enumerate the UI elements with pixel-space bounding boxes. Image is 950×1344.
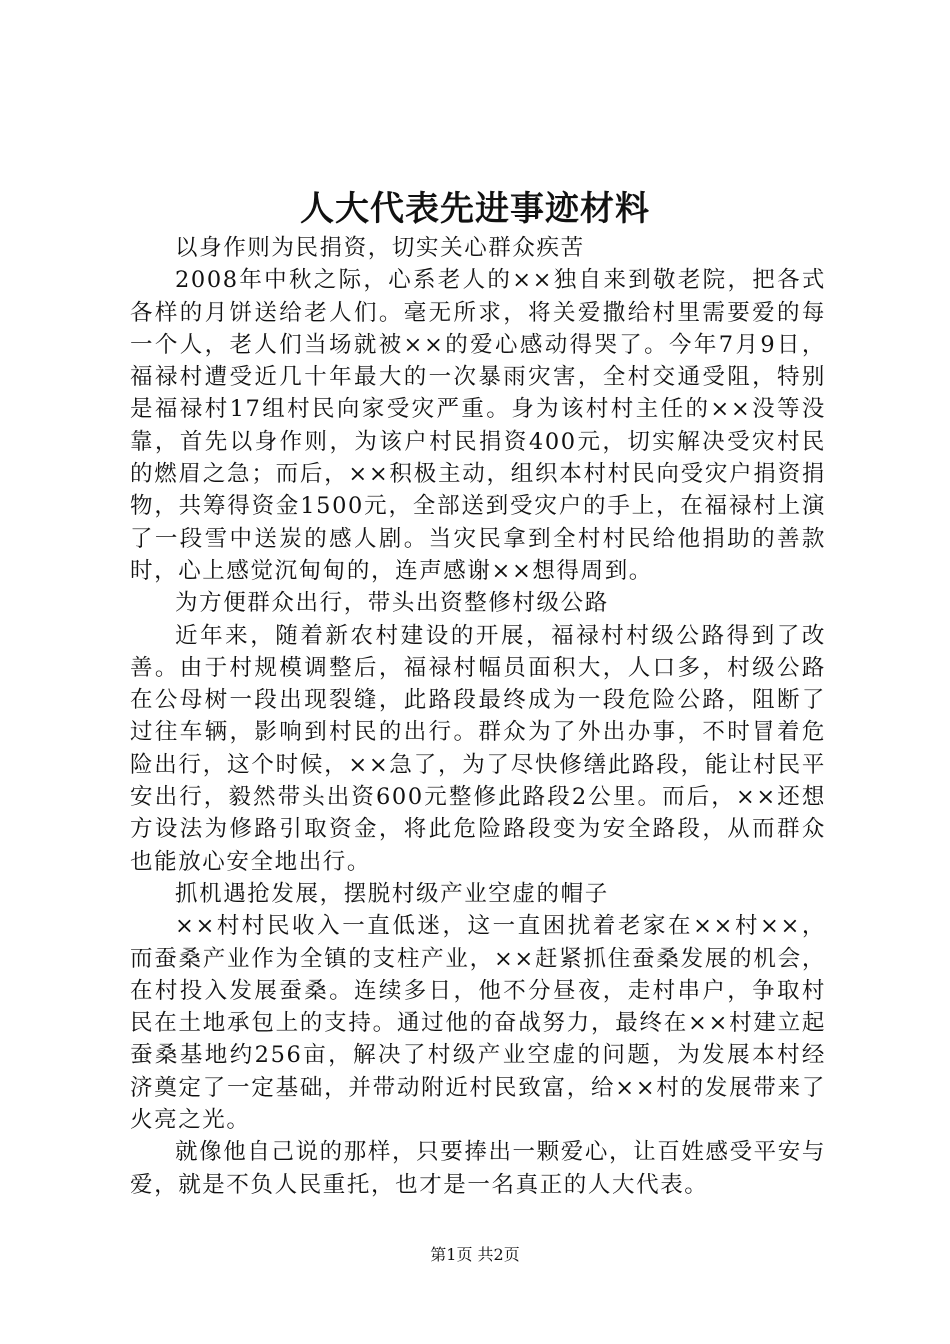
section-heading-industry: 抓机遇抢发展，摆脱村级产业空虚的帽子 bbox=[175, 880, 609, 907]
document-title: 人大代表先进事迹材料 bbox=[300, 189, 650, 229]
paragraph-conclusion: 就像他自己说的那样，只要捧出一颗爱心，让百姓感受平安与爱，就是不负人民重托，也才是一名真正的人大代表。 bbox=[130, 1139, 826, 1198]
page-number: 第1页 共2页 bbox=[430, 1245, 520, 1264]
paragraph-donation: 2008年中秋之际，心系老人的××独自来到敬老院，把各式各样的月饼送给老人们。毫无所求，将关爱撒给村里需要爱的每一个人，老人们当场就被××的爱心感动得哭了。今年7月9日，福禄村遭受近几十年最大的一次暴雨灾害，全村交通受阻，特别是福禄村17组村民向家受灾严重。身为该村村主任的××没等没靠，首先以身作则，为该户村民捐资400元，切实解决受灾村民的燃眉之急；而后，××积极主动，组织本村村民向受灾户捐资捐物，共筹得资金1500元，全部送到受灾户的手上，在福禄村上演了一段雪中送炭的感人剧。当灾民拿到全村村民给他捐助的善款时，心上感觉沉甸甸的，连声感谢××想得周到。 bbox=[130, 267, 826, 584]
paragraph-road: 近年来，随着新农村建设的开展，福禄村村级公路得到了改善。由于村规模调整后，福禄村幅员面积大，人口多，村级公路在公母树一段出现裂缝，此路段最终成为一段危险公路，阻断了过往车辆，影响到村民的出行。群众为了外出办事，不时冒着危险出行，这个时候，××急了，为了尽快修缮此路段，能让村民平安出行，毅然带头出资600元整修此路段2公里。而后，××还想方设法为修路引取资金，将此危险路段变为安全路段，从而群众也能放心安全地出行。 bbox=[130, 622, 826, 875]
section-heading-donation: 以身作则为民捐资，切实关心群众疾苦 bbox=[175, 235, 585, 261]
document-body bbox=[130, 232, 826, 1201]
paragraph-industry: ××村村民收入一直低迷，这一直困扰着老家在××村××，而蚕桑产业作为全镇的支柱产业，××赶紧抓住蚕桑发展的机会，在村投入发展蚕桑。连续多日，他不分昼夜，走村串户，争取村民在土地承包上的支持。通过他的奋战努力，最终在××村建立起蚕桑基地约256亩，解决了村级产业空虚的问题，为发展本村经济奠定了一定基础，并带动附近村民致富，给××村的发展带来了火亮之光。 bbox=[130, 913, 826, 1134]
section-heading-road: 为方便群众出行，带头出资整修村级公路 bbox=[175, 590, 609, 617]
